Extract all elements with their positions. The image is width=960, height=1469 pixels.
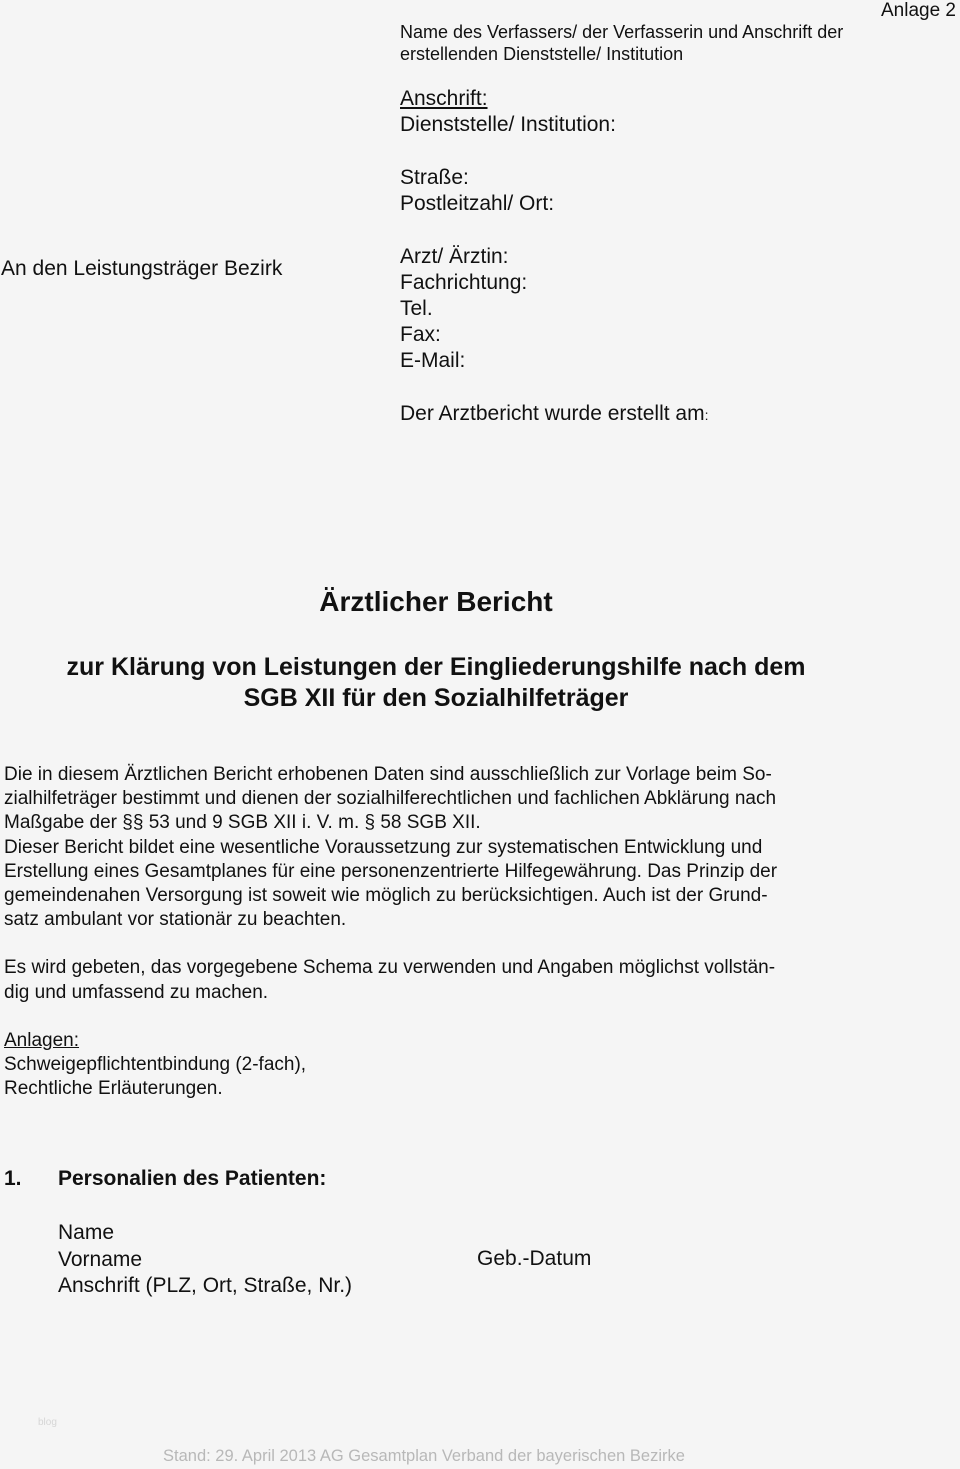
patient-fields — [58, 1220, 352, 1300]
document-title: Ärztlicher Bericht — [319, 586, 553, 617]
subtitle-line-2: SGB XII für den Sozialhilfeträger — [243, 684, 629, 712]
footer-text: Stand: 29. April 2013 AG Gesamtplan Verband der bayerischen Bezirke — [163, 1447, 685, 1465]
document-subtitle — [0, 652, 872, 714]
author-block — [400, 21, 843, 65]
attachment-item: Rechtliche Erläuterungen. — [4, 1078, 223, 1100]
address-block — [400, 86, 616, 374]
paragraph-line: Die in diesem Ärztlichen Bericht erhobenen Daten sind ausschließlich zur Vorlage beim So- — [4, 764, 772, 785]
report-created-label: Der Arztbericht wurde erstellt am — [400, 402, 705, 425]
paragraph-line: Maßgabe der §§ 53 und 9 SGB XII i. V. m. § 58 SGB XII. — [4, 812, 481, 834]
street-label: Straße: — [400, 166, 469, 189]
report-created-line — [400, 402, 709, 426]
postcode-city-label: Postleitzahl/ Ort: — [400, 192, 555, 215]
field-firstname-label: Vorname — [58, 1247, 143, 1271]
specialty-label: Fachrichtung: — [400, 271, 528, 294]
email-label: E-Mail: — [400, 349, 466, 372]
paragraph-line: dig und umfassend zu machen. — [4, 981, 269, 1003]
institution-label: Dienststelle/ Institution: — [400, 113, 616, 136]
address-heading: Anschrift: — [400, 87, 488, 110]
field-address-label: Anschrift (PLZ, Ort, Straße, Nr.) — [58, 1274, 353, 1297]
section-title: Personalien des Patienten: — [58, 1167, 327, 1190]
watermark: blog — [38, 1417, 57, 1428]
body-text — [4, 763, 874, 1101]
paragraph-line: zialhilfeträger bestimmt und dienen der sozialhilferechtlichen und fachlichen Abklärung nach — [4, 788, 777, 810]
field-name-label: Name — [58, 1221, 115, 1244]
doctor-label: Arzt/ Ärztin: — [400, 245, 509, 268]
recipient-line: An den Leistungsträger Bezirk — [1, 257, 283, 280]
phone-label: Tel. — [400, 297, 433, 320]
fax-label: Fax: — [400, 323, 441, 346]
author-line-2: erstellenden Dienststelle/ Institution — [400, 44, 684, 64]
paragraph-line: Erstellung eines Gesamtplanes für eine personenzentrierte Hilfegewährung. Das Prinzip der — [4, 860, 778, 882]
paragraph-line: Es wird gebeten, das vorgegebene Schema zu verwenden und Angaben möglichst vollstän- — [4, 957, 776, 979]
attachment-item: Schweigepflichtentbindung (2-fach), — [4, 1054, 307, 1076]
attachments-heading: Anlagen: — [4, 1029, 80, 1051]
report-created-colon: : — [704, 407, 709, 423]
author-line-1: Name des Verfassers/ der Verfasserin und Anschrift der — [400, 22, 844, 42]
section-number: 1. — [4, 1167, 22, 1190]
annex-label: Anlage 2 — [880, 0, 956, 21]
paragraph-line: gemeindenahen Versorgung ist soweit wie möglich zu berücksichtigen. Auch ist der Grund- — [4, 885, 768, 907]
subtitle-line-1: zur Klärung von Leistungen der Eingliederungshilfe nach dem — [66, 653, 806, 681]
section-heading — [4, 1167, 326, 1191]
field-dob-label: Geb.-Datum — [477, 1247, 592, 1270]
paragraph-line: satz ambulant vor stationär zu beachten. — [4, 909, 347, 931]
paragraph-line: Dieser Bericht bildet eine wesentliche Voraussetzung zur systematischen Entwicklung und — [4, 836, 763, 858]
